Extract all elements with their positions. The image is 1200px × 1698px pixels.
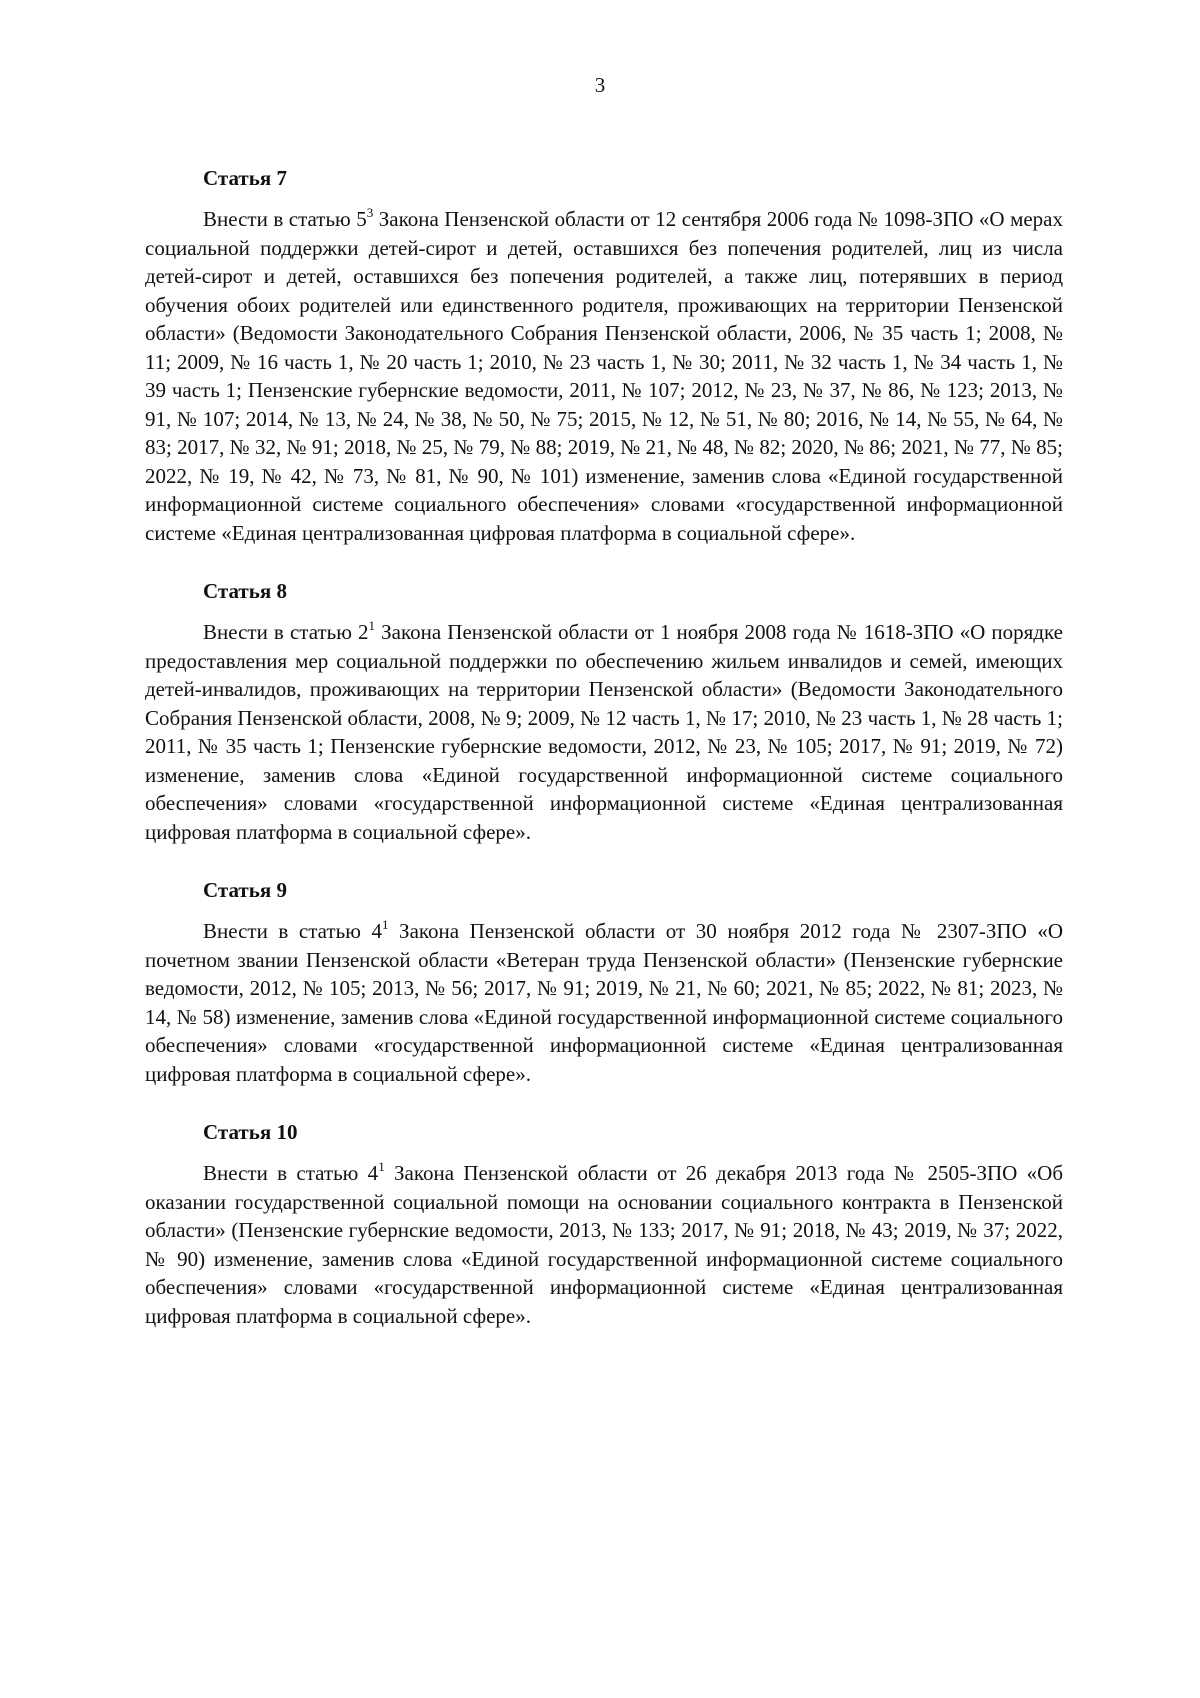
article-text-rest: Закона Пензенской области от 12 сентября 2006 года № 1098-ЗПО «О мерах социальной поддержки детей-сирот и детей, оставшихся без попечения родителей, лиц из числа детей-сирот и детей, оставшихся без попечения родителей, а также лиц, потерявших в период обучения обоих родителей или единственного родителя, проживающих на территории Пензенской области» (Ведомости Законодательного Собрания Пензенской области, 2006, № 35 часть 1; 2008, № 11; 2009, № 16 часть 1, № 20 часть 1; 2010, № 23 часть 1, № 30; 2011, № 32 часть 1, № 34 часть 1, № 39 часть 1; Пензенские губернские ведомости, 2011, № 107; 2012, № 23, № 37, № 86, № 123; 2013, № 91, № 107; 2014, № 13, № 24, № 38, № 50, № 75; 2015, № 12, № 51, № 80; 2016, № 14, № 55, № 64, № 83; 2017, № 32, № 91; 2018, № 25, № 79, № 88; 2019, № 21, № 48, № 82; 2020, № 86; 2021, № 77, № 85; 2022, № 19, № 42, № 73, № 81, № 90, № 101) изменение, заменив слова «Единой государственной информационной системе социального обеспечения» словами «государственной информационной системе «Единая централизованная цифровая платформа в социальной сфере».: [145, 207, 1064, 545]
article-text: [145, 618, 1063, 846]
article-text-lead: Внести в статью 2: [203, 620, 369, 644]
page-number: 3: [594, 73, 606, 97]
article-title: Статья 9: [203, 878, 287, 902]
article-9: [145, 876, 1063, 1088]
article-text: [145, 205, 1063, 547]
article-7: [145, 164, 1063, 547]
article-8: [145, 577, 1063, 846]
document-body: [145, 164, 1063, 1360]
article-text-lead: Внести в статью 4: [203, 1161, 379, 1185]
article-title: Статья 8: [203, 579, 287, 603]
article-text-lead: Внести в статью 5: [203, 207, 367, 231]
superscript: 1: [381, 917, 389, 932]
article-text-rest: Закона Пензенской области от 30 ноября 2012 года № 2307-ЗПО «О почетном звании Пензенской области «Ветеран труда Пензенской области» (Пензенские губернские ведомости, 2012, № 105; 2013, № 56; 2017, № 91; 2019, № 21, № 60; 2021, № 85; 2022, № 81; 2023, № 14, № 58) изменение, заменив слова «Единой государственной информационной системе социального обеспечения» словами «государственной информационной системе «Единая централизованная цифровая платформа в социальной сфере».: [145, 919, 1063, 1086]
article-10: [145, 1118, 1063, 1330]
article-text-lead: Внести в статью 4: [203, 919, 382, 943]
article-text-rest: Закона Пензенской области от 1 ноября 2008 года № 1618-ЗПО «О порядке предоставления мер социальной поддержки по обеспечению жильем инвалидов и семей, имеющих детей-инвалидов, проживающих на территории Пензенской области» (Ведомости Законодательного Собрания Пензенской области, 2008, № 9; 2009, № 12 часть 1, № 17; 2010, № 23 часть 1, № 28 часть 1; 2011, № 35 часть 1; Пензенские губернские ведомости, 2012, № 23, № 105; 2017, № 91; 2019, № 72) изменение, заменив слова «Единой государственной информационной системе социального обеспечения» словами «государственной информационной системе «Единая централизованная цифровая платформа в социальной сфере».: [145, 620, 1063, 844]
superscript: 1: [378, 1159, 385, 1174]
article-text: [145, 917, 1063, 1088]
superscript: 1: [368, 618, 376, 633]
article-text-rest: Закона Пензенской области от 26 декабря 2013 года № 2505-ЗПО «Об оказании государственной социальной помощи на основании социального контракта в Пензенской области» (Пензенские губернские ведомости, 2013, № 133; 2017, № 91; 2018, № 43; 2019, № 37; 2022, № 90) изменение, заменив слова «Единой государственной информационной системе социального обеспечения» словами «государственной информационной системе «Единая централизованная цифровая платформа в социальной сфере».: [145, 1161, 1063, 1328]
article-title: Статья 10: [203, 1120, 298, 1144]
article-text: [145, 1159, 1063, 1330]
superscript: 3: [366, 205, 374, 220]
article-title: Статья 7: [203, 166, 287, 190]
